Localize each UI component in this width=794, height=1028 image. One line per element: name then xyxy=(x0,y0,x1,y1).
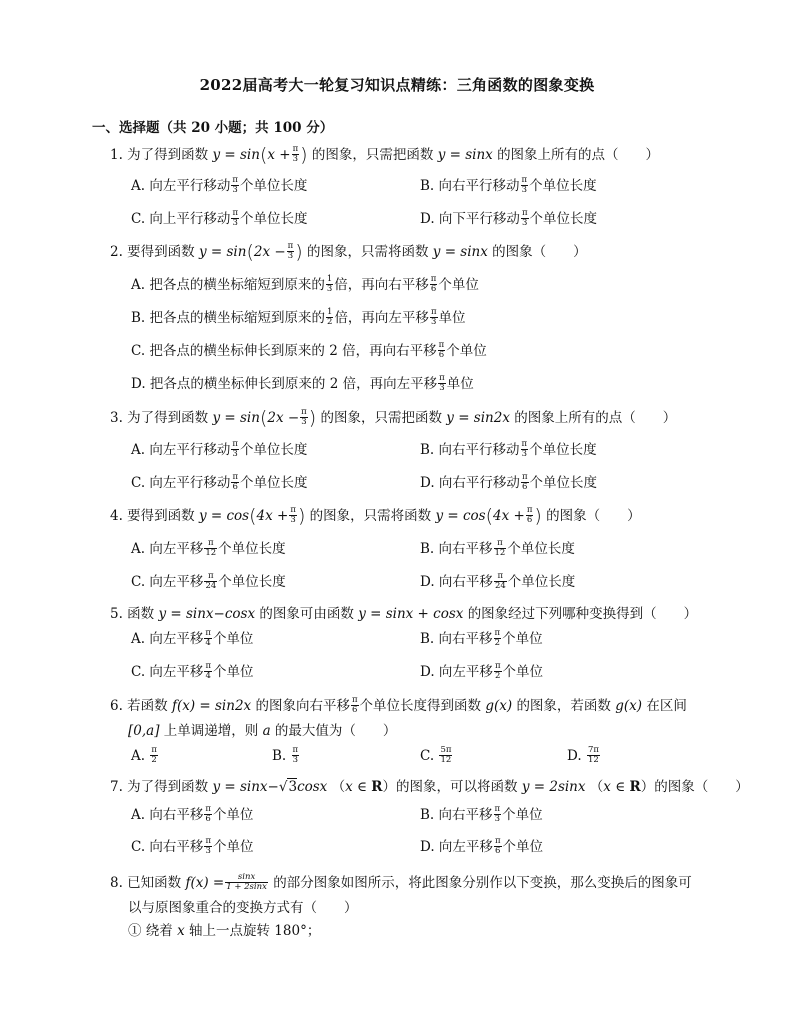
option-7a[interactable]: A. 向右平移 $\frac{\pi}{6}$ 个单位 xyxy=(131,804,254,824)
option-2b[interactable]: B. 把各点的横坐标缩短到原来的 $\frac{1}{2}$ 倍，再向左平移 $\frac{\pi}{3}$ 单位 xyxy=(131,307,466,327)
option-2a[interactable]: A. 把各点的横坐标缩短到原来的 $\frac{1}{3}$ 倍，再向右平移 $\frac{\pi}{6}$ 个单位 xyxy=(131,274,479,294)
question-6-line-2: [0,a] 上单调递增，则 a 的最大值为（ ） xyxy=(128,723,397,739)
option-6b[interactable]: B. $\frac{\pi}{3}$ xyxy=(272,745,299,765)
option-4d[interactable]: D. 向右平移 $\frac{\pi}{24}$ 个单位长度 xyxy=(420,571,576,591)
question-2: 2. 要得到函数 y = sin(2x − $\frac{\pi}{3}$ ) 的图象，只需将函数 y = sinx 的图象（ ） xyxy=(110,241,587,263)
option-1d[interactable]: D. 向下平行移动 $\frac{\pi}{3}$ 个单位长度 xyxy=(420,208,598,228)
option-3d[interactable]: D. 向右平行移动 $\frac{\pi}{6}$ 个单位长度 xyxy=(420,472,598,492)
option-4b[interactable]: B. 向右平移 $\frac{\pi}{12}$ 个单位长度 xyxy=(420,538,575,558)
option-2c[interactable]: C. 把各点的横坐标伸长到原来的 2 倍，再向右平移 $\frac{\pi}{6}$ 个单位 xyxy=(131,340,487,360)
question-8-item-1: ① 绕着 x 轴上一点旋转 180°； xyxy=(128,923,321,939)
option-1c[interactable]: C. 向上平行移动 $\frac{\pi}{3}$ 个单位长度 xyxy=(131,208,308,228)
option-7c[interactable]: C. 向右平移 $\frac{\pi}{3}$ 个单位 xyxy=(131,836,254,856)
option-3c[interactable]: C. 向左平行移动 $\frac{\pi}{6}$ 个单位长度 xyxy=(131,472,308,492)
question-7: 7. 为了得到函数 y = sinx−√3cosx （x ∈ R）的图象，可以将函数 y = 2sinx （x ∈ R）的图象（ ） xyxy=(110,779,749,795)
fraction: $\frac{\pi}{3}$ xyxy=(292,144,299,164)
option-3a[interactable]: A. 向左平行移动 $\frac{\pi}{3}$ 个单位长度 xyxy=(131,439,308,459)
option-6d[interactable]: D. $\frac{7\pi}{12}$ xyxy=(567,745,599,765)
option-5c[interactable]: C. 向左平移 $\frac{\pi}{4}$ 个单位 xyxy=(131,661,254,681)
option-7d[interactable]: D. 向左平移 $\frac{\pi}{6}$ 个单位 xyxy=(420,836,544,856)
option-4c[interactable]: C. 向左平移 $\frac{\pi}{24}$ 个单位长度 xyxy=(131,571,286,591)
option-3b[interactable]: B. 向右平行移动 $\frac{\pi}{3}$ 个单位长度 xyxy=(420,439,597,459)
question-6-line-1: 6. 若函数 f(x) = sin2x 的图象向右平移 $\frac{\pi}{6}$ 个单位长度得到函数 g(x) 的图象，若函数 g(x) 在区间 xyxy=(110,695,687,715)
question-3: 3. 为了得到函数 y = sin(2x − $\frac{\pi}{3}$ ) 的图象，只需把函数 y = sin2x 的图象上所有的点（ ） xyxy=(110,407,677,429)
option-5b[interactable]: B. 向右平移 $\frac{\pi}{2}$ 个单位 xyxy=(420,628,543,648)
option-6a[interactable]: A. $\frac{\pi}{2}$ xyxy=(131,745,157,765)
option-5d[interactable]: D. 向左平移 $\frac{\pi}{2}$ 个单位 xyxy=(420,661,544,681)
question-4: 4. 要得到函数 y = cos(4x + $\frac{\pi}{3}$ ) 的图象，只需将函数 y = cos(4x + $\frac{\pi}{6}$ ) 的图象（ ） xyxy=(110,505,641,527)
option-4a[interactable]: A. 向左平移 $\frac{\pi}{12}$ 个单位长度 xyxy=(131,538,286,558)
option-5a[interactable]: A. 向左平移 $\frac{\pi}{4}$ 个单位 xyxy=(131,628,254,648)
option-6c[interactable]: C. $\frac{5\pi}{12}$ xyxy=(420,745,452,765)
option-2d[interactable]: D. 把各点的横坐标伸长到原来的 2 倍，再向左平移 $\frac{\pi}{3}$ 单位 xyxy=(131,373,474,393)
option-1a[interactable]: A. 向左平行移动 $\frac{\pi}{3}$ 个单位长度 xyxy=(131,175,308,195)
question-8-line-1: 8. 已知函数 f(x) = $\frac{\sin x}{1 + 2\sin x}$ 的部分图象如图所示，将此图象分别作以下变换，那么变换后的图象可 xyxy=(110,872,692,892)
option-1b[interactable]: B. 向右平行移动 $\frac{\pi}{3}$ 个单位长度 xyxy=(420,175,597,195)
question-5: 5. 函数 y = sinx−cosx 的图象可由函数 y = sinx + cosx 的图象经过下列哪种变换得到（ ） xyxy=(110,606,698,622)
page-title: 2022届高考大一轮复习知识点精练：三角函数的图象变换 xyxy=(199,76,595,94)
question-8-line-2: 以与原图象重合的变换方式有（ ） xyxy=(128,900,358,916)
question-1: 1. 为了得到函数 y = sin(x + $\frac{\pi}{3}$ ) 的图象，只需把函数 y = sinx 的图象上所有的点（ ） xyxy=(110,144,660,166)
option-7b[interactable]: B. 向右平移 $\frac{\pi}{3}$ 个单位 xyxy=(420,804,543,824)
section-heading: 一、选择题（共 20 小题；共 100 分） xyxy=(92,120,334,136)
